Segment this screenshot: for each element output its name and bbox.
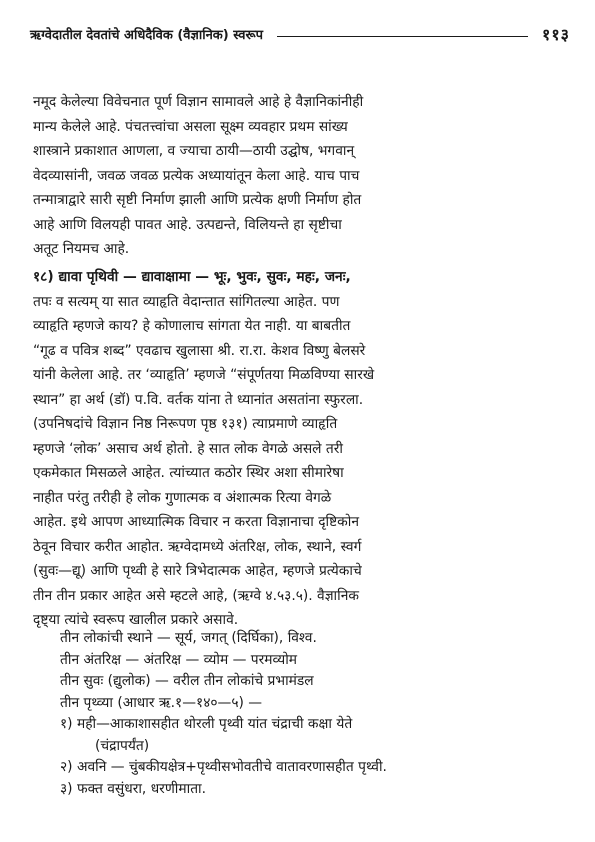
text-line: दृष्ट्या त्यांचे स्वरूप खालील प्रकारे असावे. bbox=[33, 612, 239, 628]
text-line: (सुवः—द्यू) आणि पृथ्वी हे सारे त्रिभेदात्मक आहेत, म्हणजे प्रत्येकाचे bbox=[33, 563, 362, 579]
text-line: नाहीत परंतु तरीही हे लोक गुणात्मक व अंशात्मक रित्या वेगळे bbox=[33, 489, 332, 506]
text-line: शास्त्राने प्रकाशात आणला, व ज्याचा ठायी—ठायी उद्घोष, भगवान् bbox=[33, 143, 355, 159]
list-item: तीन अंतरिक्ष — अंतरिक्ष — व्योम — परमव्योम bbox=[60, 651, 298, 668]
text-line: आहेत. इथे आपण आध्यात्मिक विचार न करता विज्ञानाचा दृष्टिकोन bbox=[33, 514, 359, 530]
list-item: (चंद्रापर्यंत) bbox=[95, 737, 150, 754]
text-line: “गूढ व पवित्र शब्द” एवढाच खुलासा श्री. रा.रा. केशव विष्णु बेलसरे bbox=[33, 342, 366, 359]
paragraph-2 bbox=[33, 265, 569, 633]
text-line: एकमेकात मिसळले आहेत. त्यांच्यात कठोर स्थिर अशा सीमारेषा bbox=[33, 465, 344, 481]
list-block bbox=[60, 628, 575, 800]
text-line: तन्मात्राद्वारे सारी सृष्टी निर्माण झाली आणि प्रत्येक क्षणी निर्माण होत bbox=[33, 192, 362, 208]
paragraph-1 bbox=[33, 90, 569, 262]
list-item: २) अवनि — चुंबकीयक्षेत्र+पृथ्वीसभोवतीचे वातावरणासहीत पृथ्वी. bbox=[60, 759, 387, 775]
text-line: व्याहृति म्हणजे काय? हे कोणालाच सांगता येत नाही. या बाबतीत bbox=[33, 318, 351, 334]
text-line: अतूट नियमच आहे. bbox=[33, 241, 130, 257]
text-line: तीन तीन प्रकार आहेत असे म्हटले आहे, (ऋग्वे ४.५३.५). वैज्ञानिक bbox=[33, 587, 359, 604]
text-line: यांनी केलेला आहे. तर ‘व्याहृति’ म्हणजे “संपूर्णतया मिळविण्या सारखे bbox=[33, 367, 375, 383]
running-header bbox=[30, 22, 570, 46]
header-title: ऋग्वेदातील देवतांचे अधिदैविक (वैज्ञानिक) स्वरूप bbox=[30, 28, 264, 43]
list-item: १) मही—आकाशासहीत थोरली पृथ्वी यांत चंद्राची कक्षा येते bbox=[60, 716, 353, 732]
page-number: ११३ bbox=[542, 25, 570, 44]
text-line: वेदव्यासांनी, जवळ जवळ प्रत्येक अध्यायांतून केला आहे. याच पाच bbox=[33, 167, 360, 184]
header-rule bbox=[277, 36, 528, 37]
text-line: मान्य केलेले आहे. पंचतत्त्वांचा असला सूक्ष्म व्यवहार प्रथम सांख्य bbox=[33, 118, 348, 135]
text-line: ठेवून विचार करीत आहोत. ऋग्वेदामध्ये अंतरिक्ष, लोक, स्थाने, स्वर्ग bbox=[33, 538, 362, 555]
list-item: ३) फक्त वसुंधरा, धरणीमाता. bbox=[60, 780, 207, 797]
text-line: (उपनिषदांचे विज्ञान निष्ठ निरूपण पृष्ठ १३१) त्याप्रमाणे व्याहृति bbox=[33, 416, 338, 432]
text-line: म्हणजे ‘लोक’ असाच अर्थ होतो. हे सात लोक वेगळे असले तरी bbox=[33, 440, 343, 457]
section-heading-line: १८) द्यावा पृथिवी — द्यावाक्षामा — भूः, भुवः, सुवः, महः, जनः, bbox=[33, 269, 351, 285]
list-item: तीन पृथ्व्या (आधार ऋ.१—१४०—५) — bbox=[60, 694, 263, 711]
text-line: आहे आणि विलयही पावत आहे. उत्पद्यन्ते, विलियन्ते हा सृष्टीचा bbox=[33, 216, 342, 233]
list-item: तीन सुवः (द्युलोक) — वरील तीन लोकांचे प्रभामंडल bbox=[60, 673, 314, 689]
list-item: तीन लोकांची स्थाने — सूर्य, जगत् (दिर्घिका), विश्व. bbox=[60, 630, 317, 646]
text-line: स्थान” हा अर्थ (डॉ) प.वि. वर्तक यांना ते ध्यानांत असतांना स्फुरला. bbox=[33, 391, 364, 408]
text-line: नमूद केलेल्या विवेचनात पूर्ण विज्ञान सामावले आहे हे वैज्ञानिकांनीही bbox=[33, 94, 364, 110]
text-line: तपः व सत्यम् या सात व्याहृति वेदान्तात सांगितल्या आहेत. पण bbox=[33, 293, 340, 310]
